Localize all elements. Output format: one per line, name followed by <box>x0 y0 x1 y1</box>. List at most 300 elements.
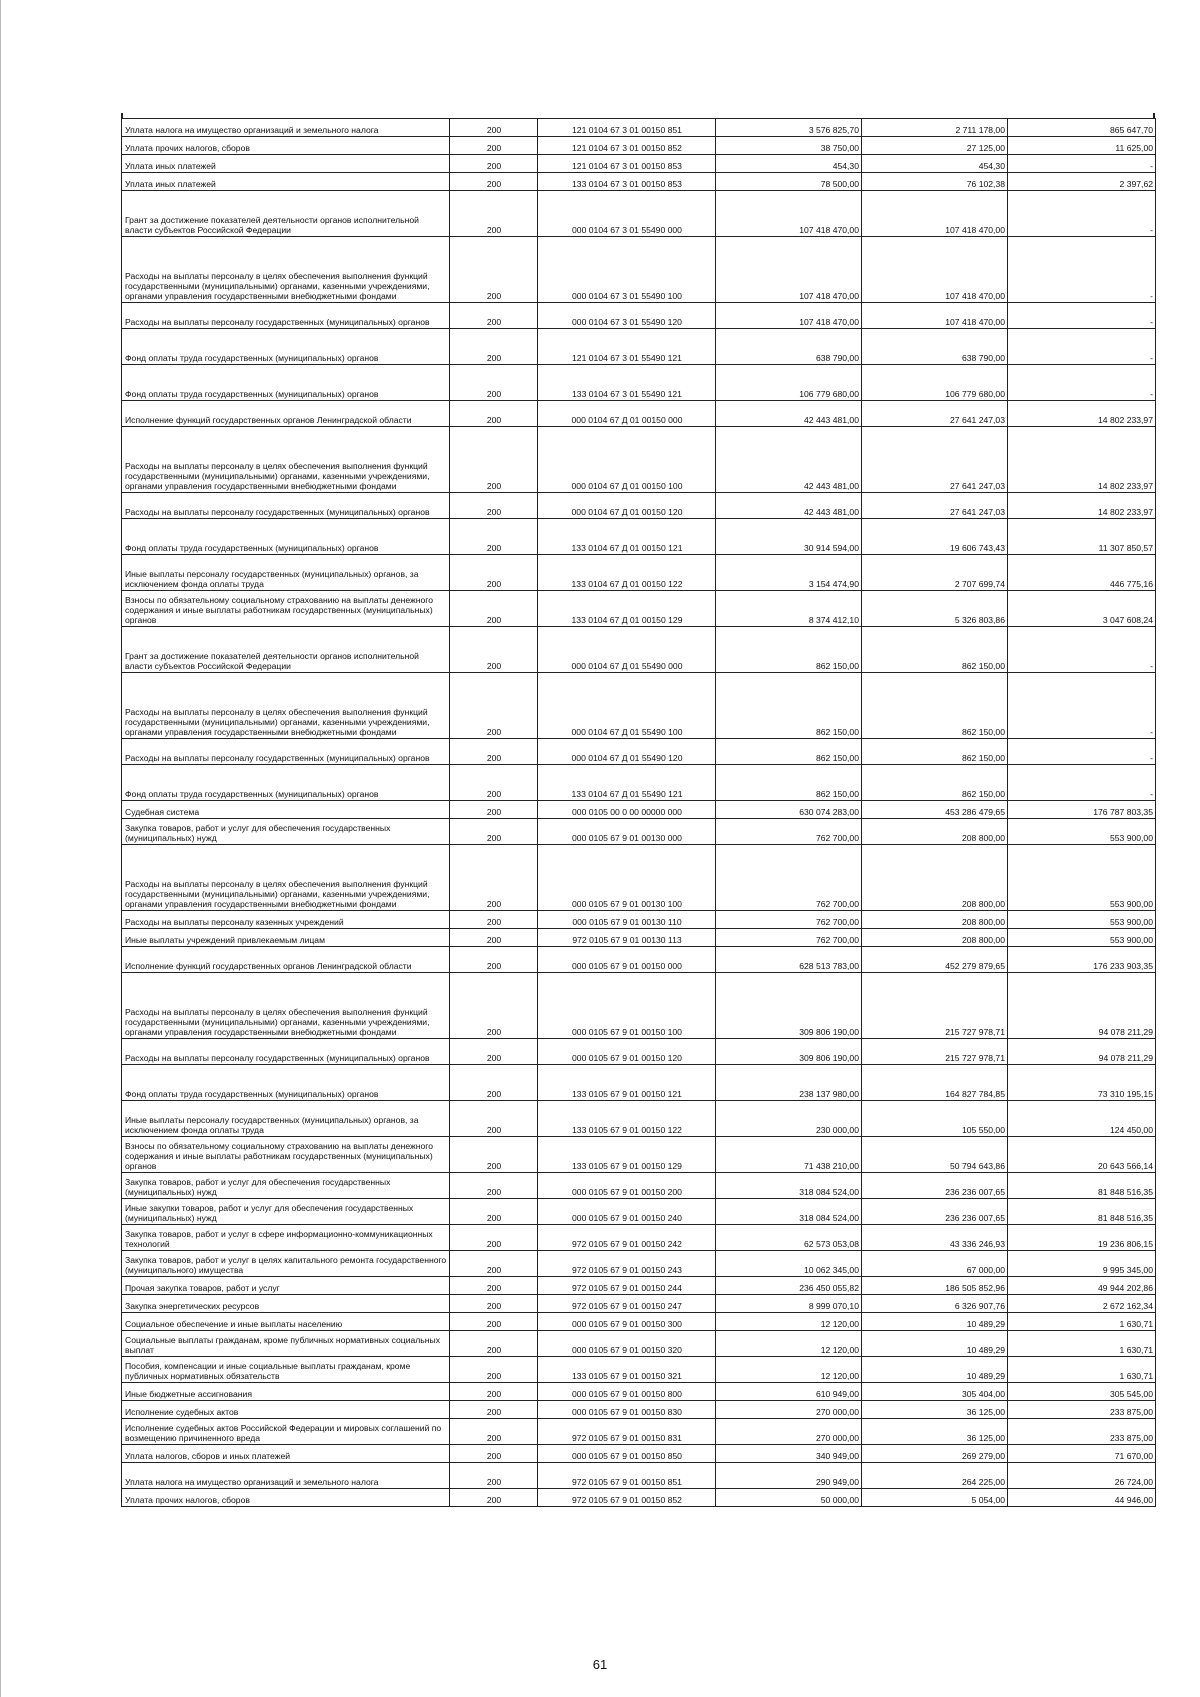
row-unexecuted: 1 630,71 <box>1008 1331 1156 1357</box>
row-approved: 862 150,00 <box>716 765 862 801</box>
row-budget-code: 000 0105 67 9 01 00150 000 <box>538 947 716 973</box>
row-line-code: 200 <box>450 1331 538 1357</box>
row-executed: 208 800,00 <box>862 929 1008 947</box>
row-executed: 164 827 784,85 <box>862 1065 1008 1101</box>
row-line-code: 200 <box>450 1225 538 1251</box>
row-approved: 42 443 481,00 <box>716 401 862 427</box>
table-row <box>122 173 1156 191</box>
row-unexecuted: 233 875,00 <box>1008 1401 1156 1419</box>
row-name: Пособия, компенсации и иные социальные выплаты гражданам, кроме публичных нормативных обязательств <box>122 1357 450 1383</box>
table-row <box>122 493 1156 519</box>
row-name: Уплата прочих налогов, сборов <box>122 137 450 155</box>
table-row <box>122 137 1156 155</box>
row-line-code: 200 <box>450 303 538 329</box>
row-line-code: 200 <box>450 739 538 765</box>
row-unexecuted: 305 545,00 <box>1008 1383 1156 1401</box>
row-name: Иные бюджетные ассигнования <box>122 1383 450 1401</box>
row-approved: 12 120,00 <box>716 1331 862 1357</box>
budget-table-container <box>121 118 1155 1507</box>
row-executed: 27 641 247,03 <box>862 493 1008 519</box>
row-unexecuted: 553 900,00 <box>1008 929 1156 947</box>
row-approved: 610 949,00 <box>716 1383 862 1401</box>
table-row <box>122 1277 1156 1295</box>
row-line-code: 200 <box>450 1383 538 1401</box>
row-executed: 2 707 699,74 <box>862 555 1008 591</box>
table-row <box>122 1039 1156 1065</box>
table-row <box>122 1225 1156 1251</box>
row-approved: 10 062 345,00 <box>716 1251 862 1277</box>
table-row <box>122 519 1156 555</box>
row-unexecuted: 553 900,00 <box>1008 819 1156 845</box>
row-line-code: 200 <box>450 765 538 801</box>
table-row <box>122 765 1156 801</box>
row-budget-code: 972 0105 67 9 01 00150 247 <box>538 1295 716 1313</box>
row-name: Фонд оплаты труда государственных (муниципальных) органов <box>122 519 450 555</box>
row-budget-code: 972 0105 67 9 01 00130 113 <box>538 929 716 947</box>
row-name: Уплата прочих налогов, сборов <box>122 1489 450 1507</box>
row-approved: 309 806 190,00 <box>716 973 862 1039</box>
row-executed: 264 225,00 <box>862 1463 1008 1489</box>
table-row <box>122 1463 1156 1489</box>
row-unexecuted: 11 625,00 <box>1008 137 1156 155</box>
row-unexecuted: - <box>1008 627 1156 673</box>
row-unexecuted: - <box>1008 739 1156 765</box>
row-budget-code: 000 0104 67 3 01 55490 100 <box>538 237 716 303</box>
row-name: Закупка товаров, работ и услуг в сфере информационно-коммуникационных технологий <box>122 1225 450 1251</box>
table-row <box>122 155 1156 173</box>
row-approved: 78 500,00 <box>716 173 862 191</box>
row-line-code: 200 <box>450 973 538 1039</box>
row-line-code: 200 <box>450 237 538 303</box>
row-line-code: 200 <box>450 173 538 191</box>
row-unexecuted: 14 802 233,97 <box>1008 401 1156 427</box>
row-approved: 12 120,00 <box>716 1313 862 1331</box>
row-approved: 762 700,00 <box>716 845 862 911</box>
row-unexecuted: - <box>1008 365 1156 401</box>
row-approved: 107 418 470,00 <box>716 191 862 237</box>
row-budget-code: 000 0105 67 9 01 00150 830 <box>538 1401 716 1419</box>
table-row <box>122 237 1156 303</box>
row-approved: 318 084 524,00 <box>716 1173 862 1199</box>
row-line-code: 200 <box>450 1401 538 1419</box>
row-unexecuted: 553 900,00 <box>1008 845 1156 911</box>
row-budget-code: 121 0104 67 3 01 00150 851 <box>538 119 716 137</box>
row-budget-code: 133 0105 67 9 01 00150 122 <box>538 1101 716 1137</box>
row-name: Иные выплаты персоналу государственных (муниципальных) органов, за исключением фонда оплаты труда <box>122 1101 450 1137</box>
row-executed: 43 336 246,93 <box>862 1225 1008 1251</box>
row-name: Грант за достижение показателей деятельности органов исполнительной власти субъектов Российской Федерации <box>122 191 450 237</box>
table-row <box>122 555 1156 591</box>
row-name: Прочая закупка товаров, работ и услуг <box>122 1277 450 1295</box>
row-budget-code: 000 0104 67 Д 01 55490 100 <box>538 673 716 739</box>
row-budget-code: 133 0104 67 Д 01 55490 121 <box>538 765 716 801</box>
row-line-code: 200 <box>450 365 538 401</box>
row-executed: 454,30 <box>862 155 1008 173</box>
row-line-code: 200 <box>450 1419 538 1445</box>
row-name: Уплата налога на имущество организаций и земельного налога <box>122 1463 450 1489</box>
row-unexecuted: 81 848 516,35 <box>1008 1199 1156 1225</box>
row-approved: 762 700,00 <box>716 929 862 947</box>
row-approved: 270 000,00 <box>716 1401 862 1419</box>
row-unexecuted: 553 900,00 <box>1008 911 1156 929</box>
row-unexecuted: 176 787 803,35 <box>1008 801 1156 819</box>
table-row <box>122 1313 1156 1331</box>
row-unexecuted: - <box>1008 191 1156 237</box>
row-executed: 236 236 007,65 <box>862 1173 1008 1199</box>
row-name: Расходы на выплаты персоналу государственных (муниципальных) органов <box>122 1039 450 1065</box>
table-row <box>122 929 1156 947</box>
row-name: Расходы на выплаты персоналу государственных (муниципальных) органов <box>122 493 450 519</box>
row-line-code: 200 <box>450 819 538 845</box>
row-budget-code: 000 0104 67 Д 01 55490 000 <box>538 627 716 673</box>
row-unexecuted: 9 995 345,00 <box>1008 1251 1156 1277</box>
row-executed: 27 641 247,03 <box>862 427 1008 493</box>
row-unexecuted: 1 630,71 <box>1008 1313 1156 1331</box>
row-budget-code: 133 0104 67 3 01 55490 121 <box>538 365 716 401</box>
table-row <box>122 911 1156 929</box>
row-executed: 453 286 479,65 <box>862 801 1008 819</box>
row-approved: 62 573 053,08 <box>716 1225 862 1251</box>
row-executed: 862 150,00 <box>862 673 1008 739</box>
row-name: Расходы на выплаты персоналу государственных (муниципальных) органов <box>122 739 450 765</box>
row-executed: 208 800,00 <box>862 911 1008 929</box>
row-executed: 862 150,00 <box>862 765 1008 801</box>
row-name: Закупка энергетических ресурсов <box>122 1295 450 1313</box>
row-line-code: 200 <box>450 1445 538 1463</box>
budget-execution-table <box>121 118 1156 1507</box>
row-name: Расходы на выплаты персоналу в целях обеспечения выполнения функций государственными (муниципальными) органами, казенными учреждениями, органами управления государственными внебюджетными фондами <box>122 237 450 303</box>
row-approved: 309 806 190,00 <box>716 1039 862 1065</box>
table-body <box>122 119 1156 1507</box>
row-executed: 10 489,29 <box>862 1313 1008 1331</box>
row-executed: 215 727 978,71 <box>862 973 1008 1039</box>
row-budget-code: 000 0105 67 9 01 00130 000 <box>538 819 716 845</box>
row-executed: 452 279 879,65 <box>862 947 1008 973</box>
row-line-code: 200 <box>450 555 538 591</box>
table-row <box>122 1101 1156 1137</box>
row-unexecuted: 1 630,71 <box>1008 1357 1156 1383</box>
row-line-code: 200 <box>450 1065 538 1101</box>
row-unexecuted: 49 944 202,86 <box>1008 1277 1156 1295</box>
row-budget-code: 133 0105 67 9 01 00150 129 <box>538 1137 716 1173</box>
table-row <box>122 1251 1156 1277</box>
row-unexecuted: 81 848 516,35 <box>1008 1173 1156 1199</box>
table-row <box>122 1173 1156 1199</box>
table-row <box>122 401 1156 427</box>
row-line-code: 200 <box>450 1173 538 1199</box>
row-name: Социальные выплаты гражданам, кроме публичных нормативных социальных выплат <box>122 1331 450 1357</box>
row-approved: 862 150,00 <box>716 673 862 739</box>
row-unexecuted: - <box>1008 237 1156 303</box>
table-row <box>122 739 1156 765</box>
row-approved: 630 074 283,00 <box>716 801 862 819</box>
row-line-code: 200 <box>450 119 538 137</box>
row-line-code: 200 <box>450 1101 538 1137</box>
table-row <box>122 1295 1156 1313</box>
row-line-code: 200 <box>450 155 538 173</box>
row-unexecuted: 14 802 233,97 <box>1008 493 1156 519</box>
row-name: Расходы на выплаты персоналу государственных (муниципальных) органов <box>122 303 450 329</box>
row-budget-code: 000 0105 67 9 01 00130 100 <box>538 845 716 911</box>
row-budget-code: 121 0104 67 3 01 00150 852 <box>538 137 716 155</box>
row-budget-code: 000 0104 67 3 01 55490 120 <box>538 303 716 329</box>
row-executed: 186 505 852,96 <box>862 1277 1008 1295</box>
row-executed: 50 794 643,86 <box>862 1137 1008 1173</box>
row-line-code: 200 <box>450 845 538 911</box>
table-row <box>122 973 1156 1039</box>
row-executed: 107 418 470,00 <box>862 237 1008 303</box>
table-row <box>122 845 1156 911</box>
row-approved: 42 443 481,00 <box>716 427 862 493</box>
row-unexecuted: - <box>1008 673 1156 739</box>
row-executed: 67 000,00 <box>862 1251 1008 1277</box>
row-line-code: 200 <box>450 1277 538 1295</box>
row-approved: 762 700,00 <box>716 819 862 845</box>
row-executed: 862 150,00 <box>862 739 1008 765</box>
table-row <box>122 1383 1156 1401</box>
row-unexecuted: 446 775,16 <box>1008 555 1156 591</box>
table-row <box>122 427 1156 493</box>
row-line-code: 200 <box>450 1357 538 1383</box>
row-approved: 8 999 070,10 <box>716 1295 862 1313</box>
row-approved: 107 418 470,00 <box>716 303 862 329</box>
row-name: Расходы на выплаты персоналу казенных учреждений <box>122 911 450 929</box>
row-approved: 42 443 481,00 <box>716 493 862 519</box>
row-name: Закупка товаров, работ и услуг для обеспечения государственных (муниципальных) нужд <box>122 1173 450 1199</box>
row-line-code: 200 <box>450 1199 538 1225</box>
row-name: Фонд оплаты труда государственных (муниципальных) органов <box>122 365 450 401</box>
row-approved: 862 150,00 <box>716 627 862 673</box>
row-executed: 106 779 680,00 <box>862 365 1008 401</box>
row-budget-code: 000 0104 67 Д 01 00150 120 <box>538 493 716 519</box>
table-row <box>122 365 1156 401</box>
row-approved: 38 750,00 <box>716 137 862 155</box>
row-executed: 76 102,38 <box>862 173 1008 191</box>
table-row <box>122 191 1156 237</box>
row-line-code: 200 <box>450 1295 538 1313</box>
row-name: Расходы на выплаты персоналу в целях обеспечения выполнения функций государственными (муниципальными) органами, казенными учреждениями, органами управления государственными внебюджетными фондами <box>122 427 450 493</box>
row-executed: 2 711 178,00 <box>862 119 1008 137</box>
row-executed: 36 125,00 <box>862 1401 1008 1419</box>
row-line-code: 200 <box>450 801 538 819</box>
row-executed: 27 125,00 <box>862 137 1008 155</box>
row-unexecuted: 19 236 806,15 <box>1008 1225 1156 1251</box>
row-name: Социальное обеспечение и иные выплаты населению <box>122 1313 450 1331</box>
row-approved: 30 914 594,00 <box>716 519 862 555</box>
row-approved: 107 418 470,00 <box>716 237 862 303</box>
row-unexecuted: 94 078 211,29 <box>1008 1039 1156 1065</box>
row-budget-code: 000 0105 67 9 01 00150 120 <box>538 1039 716 1065</box>
row-executed: 6 326 907,76 <box>862 1295 1008 1313</box>
row-executed: 27 641 247,03 <box>862 401 1008 427</box>
row-unexecuted: 73 310 195,15 <box>1008 1065 1156 1101</box>
table-row <box>122 673 1156 739</box>
row-name: Расходы на выплаты персоналу в целях обеспечения выполнения функций государственными (муниципальными) органами, казенными учреждениями, органами управления государственными внебюджетными фондами <box>122 845 450 911</box>
table-row <box>122 801 1156 819</box>
row-name: Расходы на выплаты персоналу в целях обеспечения выполнения функций государственными (муниципальными) органами, казенными учреждениями, органами управления государственными внебюджетными фондами <box>122 973 450 1039</box>
table-row <box>122 819 1156 845</box>
row-budget-code: 972 0105 67 9 01 00150 831 <box>538 1419 716 1445</box>
row-line-code: 200 <box>450 329 538 365</box>
row-approved: 230 000,00 <box>716 1101 862 1137</box>
table-row <box>122 1489 1156 1507</box>
row-line-code: 200 <box>450 1251 538 1277</box>
row-executed: 107 418 470,00 <box>862 191 1008 237</box>
row-name: Грант за достижение показателей деятельности органов исполнительной власти субъектов Российской Федерации <box>122 627 450 673</box>
row-approved: 236 450 055,82 <box>716 1277 862 1295</box>
row-name: Закупка товаров, работ и услуг в целях капитального ремонта государственного (муниципального) имущества <box>122 1251 450 1277</box>
row-budget-code: 000 0104 67 3 01 55490 000 <box>538 191 716 237</box>
table-row <box>122 1137 1156 1173</box>
table-row <box>122 591 1156 627</box>
row-budget-code: 000 0105 67 9 01 00150 100 <box>538 973 716 1039</box>
row-line-code: 200 <box>450 427 538 493</box>
row-approved: 290 949,00 <box>716 1463 862 1489</box>
row-executed: 10 489,29 <box>862 1357 1008 1383</box>
row-budget-code: 972 0105 67 9 01 00150 242 <box>538 1225 716 1251</box>
row-name: Судебная система <box>122 801 450 819</box>
row-executed: 236 236 007,65 <box>862 1199 1008 1225</box>
row-budget-code: 972 0105 67 9 01 00150 852 <box>538 1489 716 1507</box>
row-unexecuted: 865 647,70 <box>1008 119 1156 137</box>
row-name: Уплата налогов, сборов и иных платежей <box>122 1445 450 1463</box>
row-budget-code: 133 0104 67 Д 01 00150 121 <box>538 519 716 555</box>
row-executed: 105 550,00 <box>862 1101 1008 1137</box>
row-budget-code: 000 0105 67 9 01 00150 320 <box>538 1331 716 1357</box>
row-unexecuted: 3 047 608,24 <box>1008 591 1156 627</box>
row-executed: 19 606 743,43 <box>862 519 1008 555</box>
row-executed: 215 727 978,71 <box>862 1039 1008 1065</box>
table-row <box>122 1419 1156 1445</box>
table-row <box>122 1401 1156 1419</box>
row-unexecuted: 124 450,00 <box>1008 1101 1156 1137</box>
row-unexecuted: 233 875,00 <box>1008 1419 1156 1445</box>
row-line-code: 200 <box>450 627 538 673</box>
row-line-code: 200 <box>450 493 538 519</box>
row-name: Исполнение функций государственных органов Ленинградской области <box>122 947 450 973</box>
row-budget-code: 133 0104 67 Д 01 00150 129 <box>538 591 716 627</box>
row-unexecuted: 11 307 850,57 <box>1008 519 1156 555</box>
row-line-code: 200 <box>450 137 538 155</box>
row-approved: 862 150,00 <box>716 739 862 765</box>
row-line-code: 200 <box>450 673 538 739</box>
row-executed: 269 279,00 <box>862 1445 1008 1463</box>
table-row <box>122 1331 1156 1357</box>
row-budget-code: 000 0105 67 9 01 00150 200 <box>538 1173 716 1199</box>
row-executed: 208 800,00 <box>862 845 1008 911</box>
table-row <box>122 1065 1156 1101</box>
row-name: Иные выплаты учреждений привлекаемым лицам <box>122 929 450 947</box>
table-row <box>122 627 1156 673</box>
row-executed: 638 790,00 <box>862 329 1008 365</box>
row-name: Закупка товаров, работ и услуг для обеспечения государственных (муниципальных) нужд <box>122 819 450 845</box>
row-budget-code: 000 0105 67 9 01 00150 300 <box>538 1313 716 1331</box>
row-line-code: 200 <box>450 1463 538 1489</box>
row-budget-code: 972 0105 67 9 01 00150 851 <box>538 1463 716 1489</box>
scan-edge <box>0 0 1 1697</box>
row-name: Уплата налога на имущество организаций и земельного налога <box>122 119 450 137</box>
row-budget-code: 000 0105 67 9 01 00150 800 <box>538 1383 716 1401</box>
row-executed: 10 489,29 <box>862 1331 1008 1357</box>
row-budget-code: 000 0104 67 Д 01 55490 120 <box>538 739 716 765</box>
row-line-code: 200 <box>450 591 538 627</box>
row-name: Фонд оплаты труда государственных (муниципальных) органов <box>122 329 450 365</box>
row-name: Иные закупки товаров, работ и услуг для обеспечения государственных (муниципальных) нужд <box>122 1199 450 1225</box>
row-budget-code: 000 0105 67 9 01 00150 240 <box>538 1199 716 1225</box>
row-budget-code: 121 0104 67 3 01 55490 121 <box>538 329 716 365</box>
row-executed: 107 418 470,00 <box>862 303 1008 329</box>
table-row <box>122 947 1156 973</box>
row-line-code: 200 <box>450 1039 538 1065</box>
row-line-code: 200 <box>450 911 538 929</box>
table-row <box>122 1199 1156 1225</box>
row-unexecuted: 2 672 162,34 <box>1008 1295 1156 1313</box>
row-line-code: 200 <box>450 929 538 947</box>
row-approved: 71 438 210,00 <box>716 1137 862 1173</box>
row-budget-code: 000 0104 67 Д 01 00150 000 <box>538 401 716 427</box>
row-budget-code: 133 0104 67 Д 01 00150 122 <box>538 555 716 591</box>
row-unexecuted: 20 643 566,14 <box>1008 1137 1156 1173</box>
row-unexecuted: - <box>1008 765 1156 801</box>
row-budget-code: 133 0104 67 3 01 00150 853 <box>538 173 716 191</box>
row-budget-code: 000 0105 67 9 01 00130 110 <box>538 911 716 929</box>
row-approved: 318 084 524,00 <box>716 1199 862 1225</box>
row-unexecuted: 176 233 903,35 <box>1008 947 1156 973</box>
row-unexecuted: 44 946,00 <box>1008 1489 1156 1507</box>
row-approved: 3 154 474,90 <box>716 555 862 591</box>
row-executed: 5 326 803,86 <box>862 591 1008 627</box>
row-name: Исполнение судебных актов <box>122 1401 450 1419</box>
row-line-code: 200 <box>450 401 538 427</box>
row-approved: 628 513 783,00 <box>716 947 862 973</box>
row-budget-code: 133 0105 67 9 01 00150 321 <box>538 1357 716 1383</box>
row-name: Уплата иных платежей <box>122 155 450 173</box>
row-approved: 106 779 680,00 <box>716 365 862 401</box>
row-approved: 454,30 <box>716 155 862 173</box>
row-budget-code: 133 0105 67 9 01 00150 121 <box>538 1065 716 1101</box>
row-line-code: 200 <box>450 1137 538 1173</box>
row-line-code: 200 <box>450 1313 538 1331</box>
row-name: Уплата иных платежей <box>122 173 450 191</box>
row-name: Исполнение судебных актов Российской Федерации и мировых соглашений по возмещению причиненного вреда <box>122 1419 450 1445</box>
row-unexecuted: 2 397,62 <box>1008 173 1156 191</box>
row-approved: 238 137 980,00 <box>716 1065 862 1101</box>
row-approved: 638 790,00 <box>716 329 862 365</box>
row-name: Расходы на выплаты персоналу в целях обеспечения выполнения функций государственными (муниципальными) органами, казенными учреждениями, органами управления государственными внебюджетными фондами <box>122 673 450 739</box>
table-row <box>122 1357 1156 1383</box>
table-row <box>122 303 1156 329</box>
row-executed: 862 150,00 <box>862 627 1008 673</box>
row-unexecuted: 71 670,00 <box>1008 1445 1156 1463</box>
row-unexecuted: - <box>1008 155 1156 173</box>
row-unexecuted: 26 724,00 <box>1008 1463 1156 1489</box>
row-name: Взносы по обязательному социальному страхованию на выплаты денежного содержания и иные выплаты работникам государственных (муниципальных) органов <box>122 591 450 627</box>
row-line-code: 200 <box>450 519 538 555</box>
row-executed: 5 054,00 <box>862 1489 1008 1507</box>
row-budget-code: 972 0105 67 9 01 00150 243 <box>538 1251 716 1277</box>
row-budget-code: 000 0105 67 9 01 00150 850 <box>538 1445 716 1463</box>
row-unexecuted: - <box>1008 303 1156 329</box>
row-name: Взносы по обязательному социальному страхованию на выплаты денежного содержания и иные выплаты работникам государственных (муниципальных) органов <box>122 1137 450 1173</box>
page-number: 61 <box>592 1657 608 1672</box>
row-approved: 50 000,00 <box>716 1489 862 1507</box>
row-budget-code: 972 0105 67 9 01 00150 244 <box>538 1277 716 1295</box>
row-approved: 3 576 825,70 <box>716 119 862 137</box>
row-name: Фонд оплаты труда государственных (муниципальных) органов <box>122 765 450 801</box>
row-approved: 8 374 412,10 <box>716 591 862 627</box>
row-line-code: 200 <box>450 191 538 237</box>
row-approved: 12 120,00 <box>716 1357 862 1383</box>
